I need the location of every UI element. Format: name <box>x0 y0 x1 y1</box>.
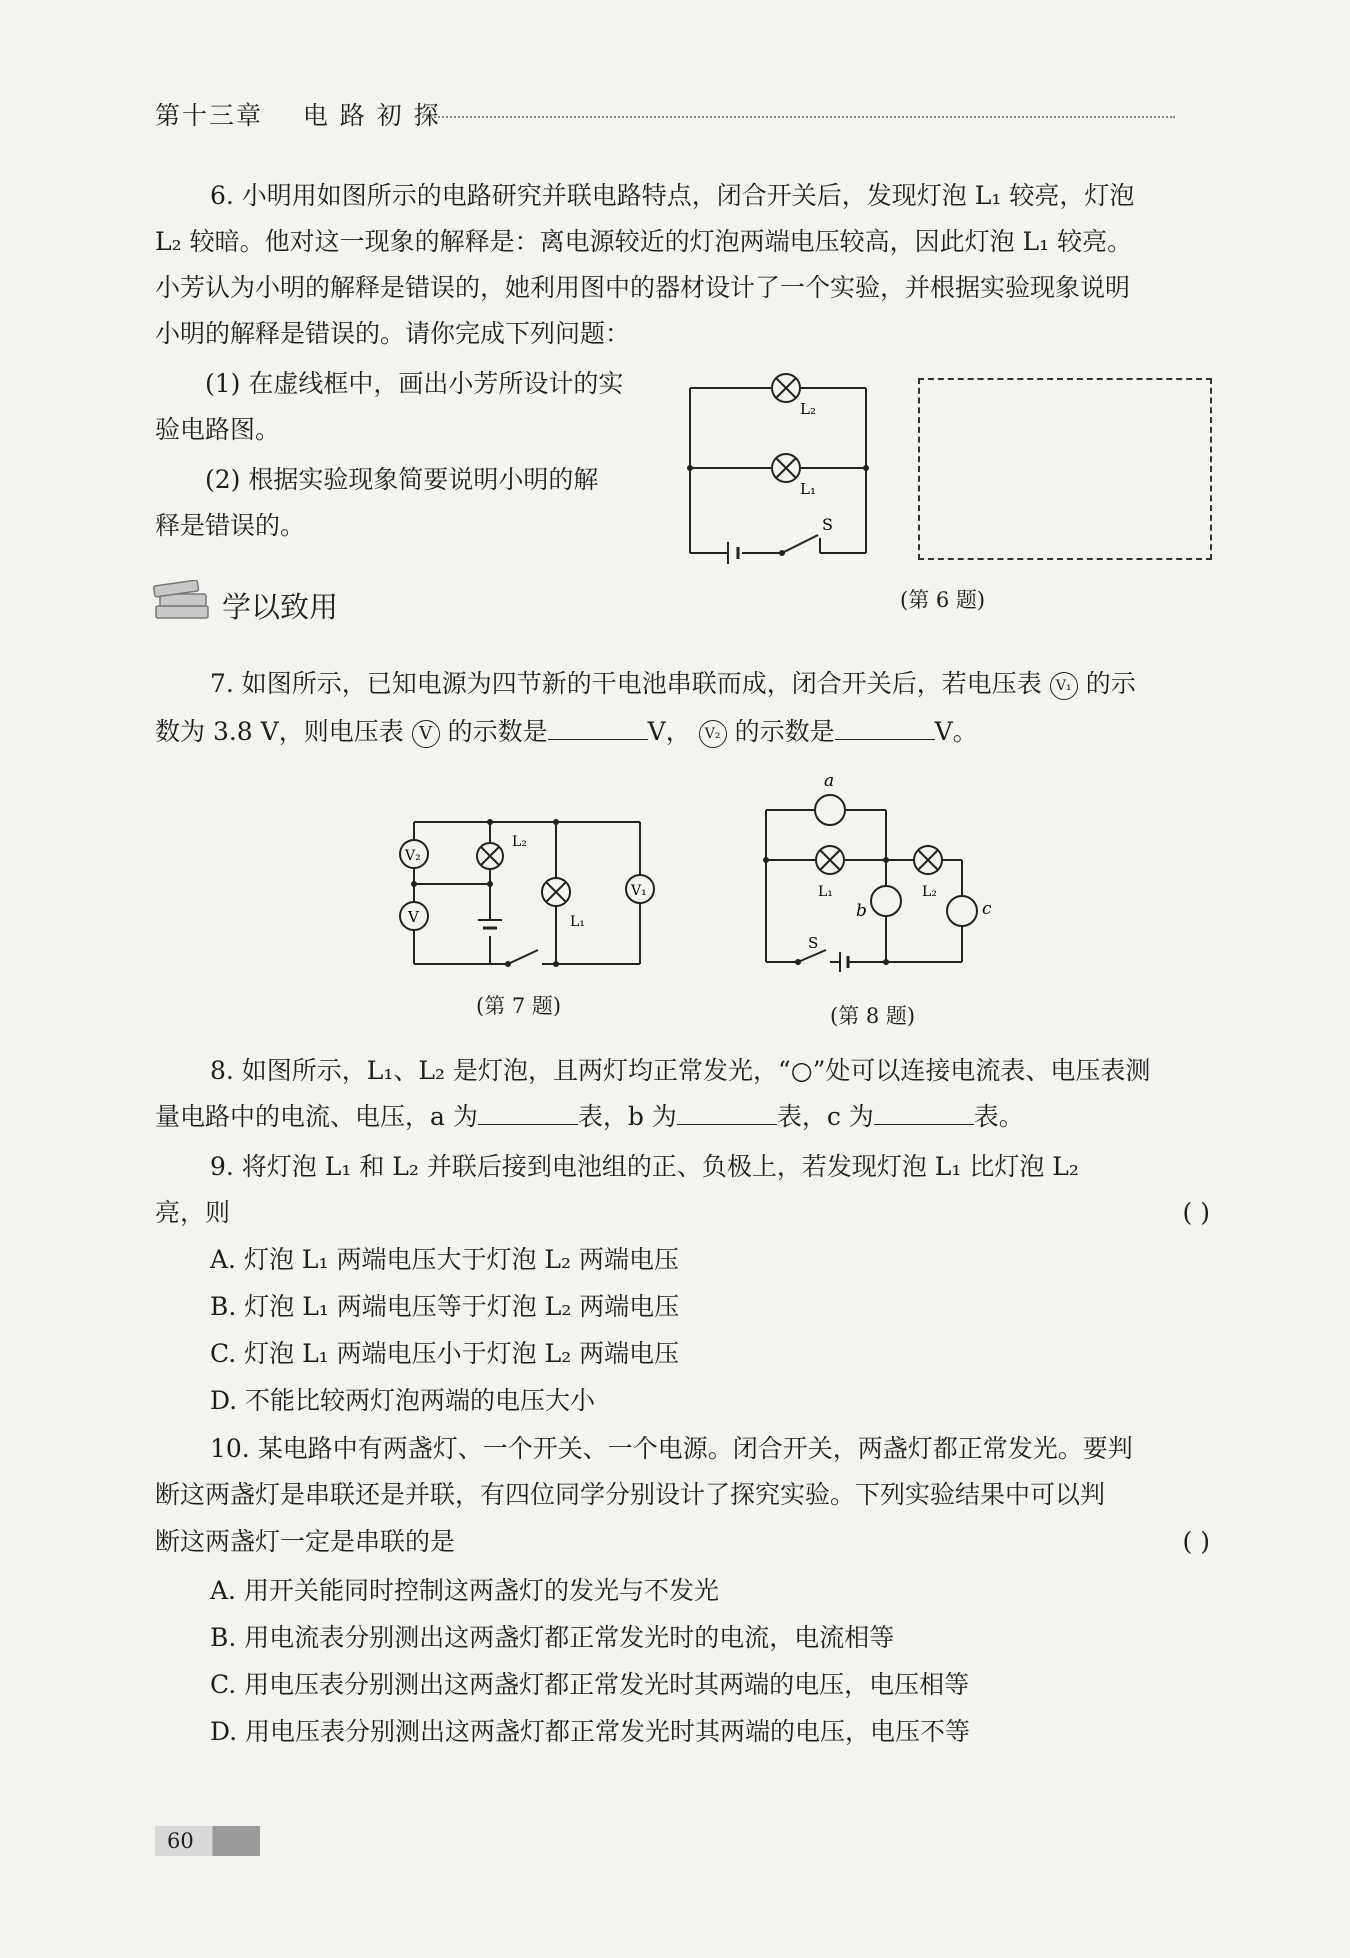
meter-c-circle[interactable] <box>947 896 977 926</box>
section-title: 学以致用 <box>222 590 339 624</box>
meter-a-circle[interactable] <box>815 795 845 825</box>
q9-option-c: C. 灯泡 L₁ 两端电压小于灯泡 L₂ 两端电压 <box>210 1339 680 1368</box>
chapter-header <box>155 96 441 132</box>
q6-circuit-diagram <box>680 370 880 570</box>
lamp-l1-circuit <box>542 878 570 906</box>
lamp-l1-circuit-8 <box>816 846 844 874</box>
q6-line-3: 小芳认为小明的解释是错误的，她利用图中的器材设计了一个实验，并根据实验现象说明 <box>155 273 1131 302</box>
q6-figure-caption: (第 6 题) <box>900 588 986 612</box>
header-dotted-rule <box>415 116 1175 118</box>
fig8-label-l2: L₂ <box>922 884 937 900</box>
voltmeter-v2-circuit <box>400 840 428 868</box>
q6-line-1: 6. 小明用如图所示的电路研究并联电路特点，闭合开关后，发现灯泡 L₁ 较亮，灯泡 <box>210 181 1135 210</box>
q10-option-d: D. 用电压表分别测出这两盏灯都正常发光时其两端的电压，电压不等 <box>210 1717 971 1746</box>
q7-line-1: 7. 如图所示，已知电源为四节新的干电池串联而成，闭合开关后，若电压表 V₁ 的示 <box>210 669 1136 698</box>
svg-text:V₁: V₁ <box>631 883 647 899</box>
q6-line-2: L₂ 较暗。他对这一现象的解释是：离电源较近的灯泡两端电压较高，因此灯泡 L₁ 较亮。 <box>155 227 1133 256</box>
lamp-l2-circuit-8 <box>914 846 942 874</box>
books-icon <box>150 580 216 624</box>
svg-text:V: V <box>408 908 419 926</box>
fig8-label-s: S <box>808 934 819 952</box>
q9-line-1: 9. 将灯泡 L₁ 和 L₂ 并联后接到电池组的正、负极上，若发现灯泡 L₁ 比灯泡 L₂ <box>210 1152 1079 1181</box>
svg-text:V₂: V₂ <box>405 848 421 864</box>
q8-blank-a[interactable] <box>478 1096 578 1125</box>
q8-blank-c[interactable] <box>874 1096 974 1125</box>
fig8-label-c: c <box>982 899 992 919</box>
fig8-label-b: b <box>856 901 867 921</box>
q8-figure-caption: (第 8 题) <box>830 1004 916 1028</box>
q10-option-b: B. 用电流表分别测出这两盏灯都正常发光时的电流，电流相等 <box>210 1623 895 1652</box>
page-number: 60 <box>155 1826 260 1856</box>
voltmeter-v1-circuit <box>626 875 654 903</box>
q10-line-2: 断这两盏灯是串联还是并联，有四位同学分别设计了探究实验。下列实验结果中可以判 <box>155 1480 1106 1509</box>
q7-line-2: 数为 3.8 V，则电压表 V 的示数是 V， V₂ 的示数是 V。 <box>155 708 978 755</box>
q8-blank-b[interactable] <box>677 1096 777 1125</box>
q10-option-c: C. 用电压表分别测出这两盏灯都正常发光时其两端的电压，电压相等 <box>210 1670 970 1699</box>
fig6-label-s: S <box>822 515 833 534</box>
q10-answer-parens[interactable]: ( ) <box>1182 1527 1210 1556</box>
fig7-label-l1: L₁ <box>570 914 585 930</box>
q9-line-2: 亮，则 ( ) <box>155 1189 1210 1236</box>
q9-option-d: D. 不能比较两灯泡两端的电压大小 <box>210 1386 596 1415</box>
q9-option-a: A. 灯泡 L₁ 两端电压大于灯泡 L₂ 两端电压 <box>210 1245 679 1274</box>
voltmeter-v-symbol: V <box>412 720 440 748</box>
q7-figure-caption: (第 7 题) <box>476 994 562 1018</box>
q6-sub2-line-b: 释是错误的。 <box>155 511 306 540</box>
fig8-label-l1: L₁ <box>818 884 833 900</box>
fig8-label-a: a <box>824 772 835 791</box>
q10-option-a: A. 用开关能同时控制这两盏灯的发光与不发光 <box>210 1576 719 1605</box>
q6-line-4: 小明的解释是错误的。请你完成下列问题： <box>155 319 631 348</box>
fig6-label-l1: L₁ <box>800 480 816 498</box>
lamp-l2-circuit <box>477 843 503 869</box>
q6-sub1-line-a: (1) 在虚线框中，画出小芳所设计的实 <box>205 369 624 398</box>
q10-line-1: 10. 某电路中有两盏灯、一个开关、一个电源。闭合开关，两盏灯都正常发光。要判 <box>210 1434 1133 1463</box>
q9-answer-parens[interactable]: ( ) <box>1182 1198 1210 1227</box>
q8-line-1: 8. 如图所示，L₁、L₂ 是灯泡，且两灯均正常发光，“○”处可以连接电流表、电压表测 <box>210 1056 1151 1085</box>
fig7-label-l2: L₂ <box>512 834 527 850</box>
meter-b-circle[interactable] <box>871 886 901 916</box>
voltmeter-v1-symbol: V₁ <box>1050 672 1078 700</box>
q6-sub2-line-a: (2) 根据实验现象简要说明小明的解 <box>205 465 599 494</box>
q6-answer-box[interactable] <box>918 378 1212 560</box>
q10-line-3: 断这两盏灯一定是串联的是 ( ) <box>155 1518 1210 1565</box>
voltmeter-v-circuit <box>400 902 428 930</box>
chapter-title: 电 路 初 探 <box>302 101 441 130</box>
q9-option-b: B. 灯泡 L₁ 两端电压等于灯泡 L₂ 两端电压 <box>210 1292 680 1321</box>
q7-blank-v[interactable] <box>548 711 648 740</box>
q6-sub1-line-b: 验电路图。 <box>155 415 281 444</box>
q7-circuit-diagram <box>390 810 670 980</box>
q8-circuit-diagram <box>750 772 1010 982</box>
lamp-l2-symbol <box>772 374 800 402</box>
voltmeter-v2-symbol: V₂ <box>699 720 727 748</box>
q8-line-2: 量电路中的电流、电压，a 为 表，b 为 表，c 为 表。 <box>155 1093 1024 1140</box>
chapter-number: 第十三章 <box>155 101 264 130</box>
fig6-label-l2: L₂ <box>800 400 816 418</box>
q7-blank-v2[interactable] <box>835 711 935 740</box>
lamp-l1-symbol <box>772 454 800 482</box>
